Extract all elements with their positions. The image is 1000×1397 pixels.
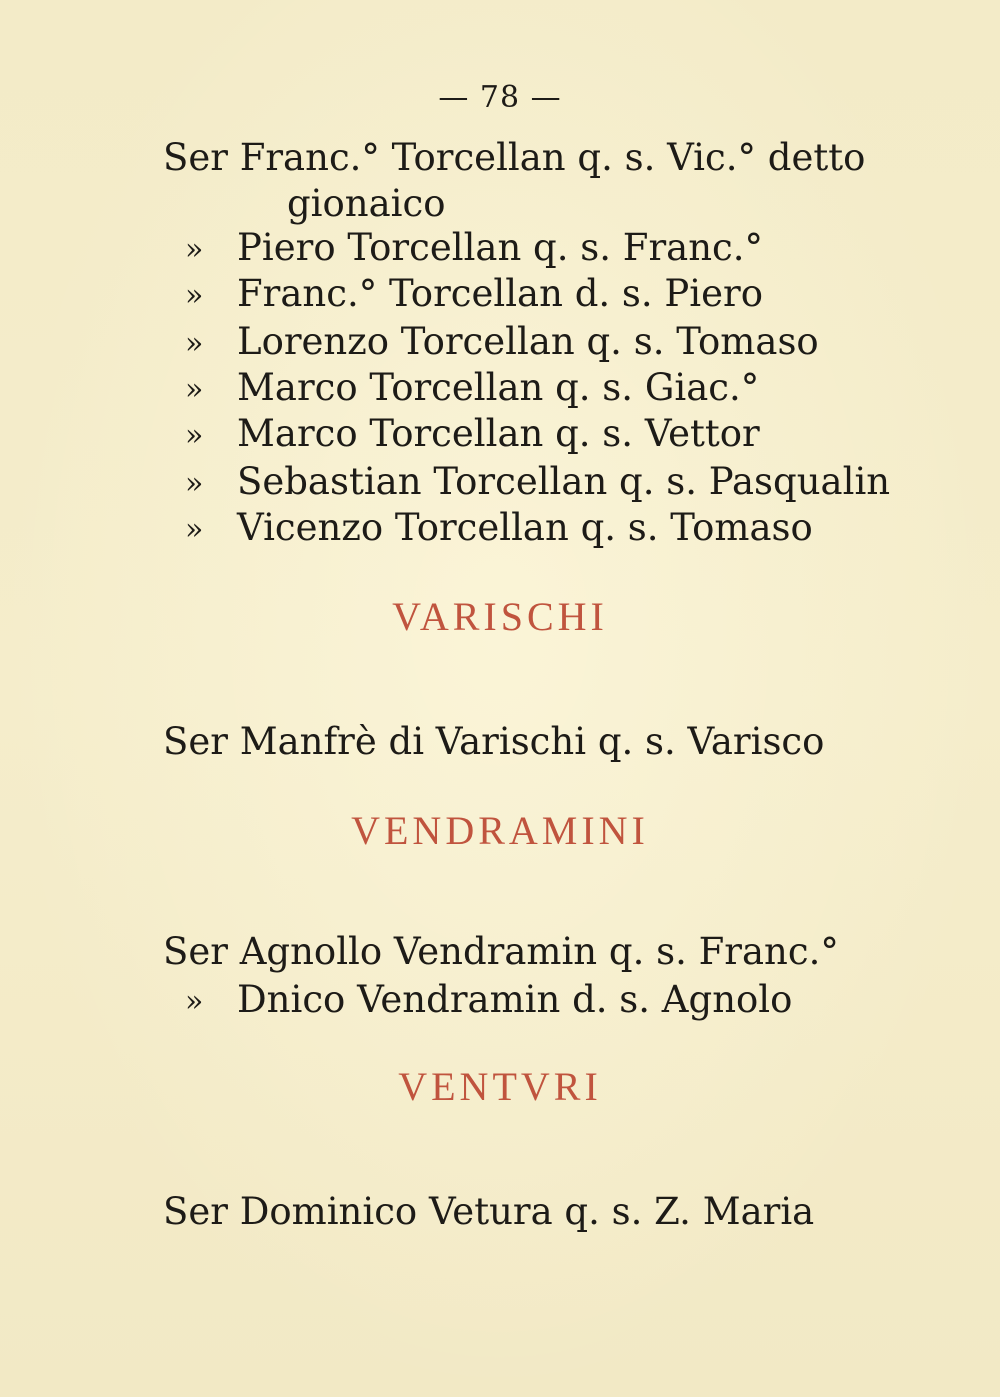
- list-item: Marco Torcellan q. s. Giac.°: [237, 366, 760, 409]
- ditto-mark: »: [185, 512, 204, 547]
- list-item: Piero Torcellan q. s. Franc.°: [237, 226, 764, 269]
- ditto-mark: »: [185, 418, 204, 453]
- list-item: Lorenzo Torcellan q. s. Tomaso: [237, 320, 819, 363]
- section-heading-ventvri: VENTVRI: [398, 1064, 602, 1109]
- entry-continuation: gionaico: [287, 182, 446, 225]
- list-item: Sebastian Torcellan q. s. Pasqualin: [237, 460, 891, 503]
- list-item: Marco Torcellan q. s. Vettor: [237, 412, 760, 455]
- section-heading-vendramini: VENDRAMINI: [351, 808, 649, 853]
- list-item: Franc.° Torcellan d. s. Piero: [237, 272, 764, 315]
- list-item: Vicenzo Torcellan q. s. Tomaso: [237, 506, 813, 549]
- ditto-mark: »: [185, 232, 204, 267]
- entry-first-line: Ser Dominico Vetura q. s. Z. Maria: [163, 1190, 815, 1233]
- page-number: — 78 —: [438, 80, 562, 115]
- entry-first-line: Ser Franc.° Torcellan q. s. Vic.° detto: [163, 136, 866, 179]
- section-heading-varischi: VARISCHI: [392, 594, 608, 639]
- ditto-mark: »: [185, 984, 204, 1019]
- entry-first-line: Ser Manfrè di Varischi q. s. Varisco: [163, 720, 825, 763]
- entry-first-line: Ser Agnollo Vendramin q. s. Franc.°: [163, 930, 839, 973]
- list-item: Dnico Vendramin d. s. Agnolo: [237, 978, 793, 1021]
- ditto-mark: »: [185, 278, 204, 313]
- ditto-mark: »: [185, 372, 204, 407]
- ditto-mark: »: [185, 466, 204, 501]
- ditto-mark: »: [185, 326, 204, 361]
